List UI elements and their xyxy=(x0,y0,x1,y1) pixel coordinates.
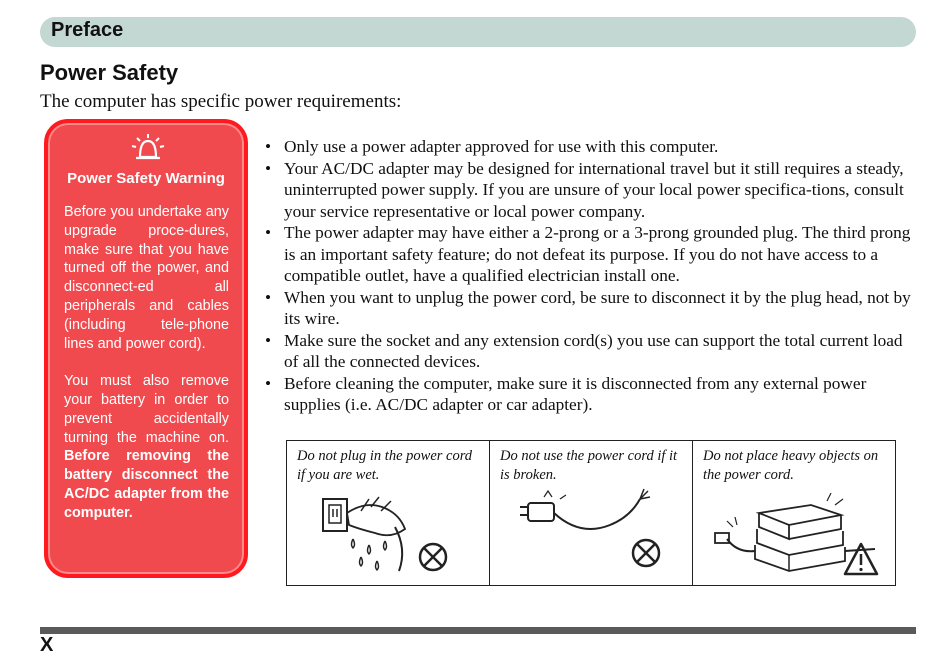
books-on-cord-icon xyxy=(693,441,895,585)
list-item: • Only use a power adapter approved for use with this computer. xyxy=(265,137,719,156)
illustration-cell-heavy xyxy=(693,441,895,585)
power-safety-warning-box xyxy=(44,119,248,578)
illustration-cell-wet xyxy=(287,441,490,585)
list-item-text: Make sure the socket and any extension cord(s) you use can support the total current load of all the connected devices. xyxy=(284,330,903,371)
list-item: • The power adapter may have either a 2-prong or a 3-prong grounded plug. The third prong is an important safety feature; do not defeat its purpose. If you do not have access to a compatible outlet, have a qualified electrician install one. xyxy=(265,223,911,285)
safety-illustration-table xyxy=(286,440,896,586)
warning-paragraph-2-text: You must also remove your battery in order to prevent accidentally turning the machine on. xyxy=(64,373,229,446)
footer-bar xyxy=(40,627,916,634)
broken-cord-icon xyxy=(490,441,692,585)
wet-hand-plug-icon xyxy=(287,441,489,585)
list-item: • Make sure the socket and any extension cord(s) you use can support the total current load of all the connected devices. xyxy=(265,330,903,371)
list-item-text: Only use a power adapter approved for use with this computer. xyxy=(284,137,719,156)
page-number: X xyxy=(40,634,54,656)
illustration-caption: Do not plug in the power cord if you are wet. xyxy=(297,448,473,483)
warning-text xyxy=(64,203,229,541)
list-item-text: The power adapter may have either a 2-prong or a 3-prong grounded plug. The third prong is an important safety feature; do not defeat its purpose. If you do not have access to a compatible outlet, have a qualified electrician install one. xyxy=(284,223,911,285)
list-item: • Your AC/DC adapter may be designed for international travel but it still requires a steady, uninterrupted power supply. If you are unsure of your local power specifica-tions, consult your service representative or local power company. xyxy=(265,158,904,221)
header-title: Preface xyxy=(51,19,124,41)
prohibited-icon xyxy=(420,544,446,570)
list-item-text: Before cleaning the computer, make sure it is disconnected from any external power supplies (i.e. AC/DC adapter or car adapter). xyxy=(284,373,867,414)
list-item-text: When you want to unplug the power cord, be sure to disconnect it by the plug head, not by its wire. xyxy=(284,287,911,328)
section-intro: The computer has specific power requirements: xyxy=(40,91,402,112)
illustration-caption: Do not place heavy objects on the power cord. xyxy=(703,448,879,483)
warning-paragraph-2 xyxy=(64,372,229,522)
illustration-cell-broken xyxy=(490,441,693,585)
warning-paragraph-2-bold: Before removing the battery disconnect the AC/DC adapter from the computer. xyxy=(64,448,229,521)
illustration-caption: Do not use the power cord if it is broken. xyxy=(500,448,678,483)
alarm-light-icon xyxy=(130,133,166,163)
header-bar xyxy=(40,17,916,47)
prohibited-icon xyxy=(633,540,659,566)
section-title: Power Safety xyxy=(40,60,179,85)
power-requirements-list xyxy=(263,136,915,416)
list-item: • Before cleaning the computer, make sure it is disconnected from any external power supplies (i.e. AC/DC adapter or car adapter). xyxy=(265,373,867,414)
list-item: • When you want to unplug the power cord, be sure to disconnect it by the plug head, not by its wire. xyxy=(265,287,911,328)
list-item-text: Your AC/DC adapter may be designed for international travel but it still requires a steady, uninterrupted power supply. If you are unsure of your local power specifica-tions, consult your service representative or local power company. xyxy=(284,158,904,221)
warning-paragraph-1: Before you undertake any upgrade proce-dures, make sure that you have turned off the power, and disconnect-ed all peripherals and cables (including tele-phone lines and power cord). xyxy=(64,204,229,352)
warning-title: Power Safety Warning xyxy=(67,170,225,187)
